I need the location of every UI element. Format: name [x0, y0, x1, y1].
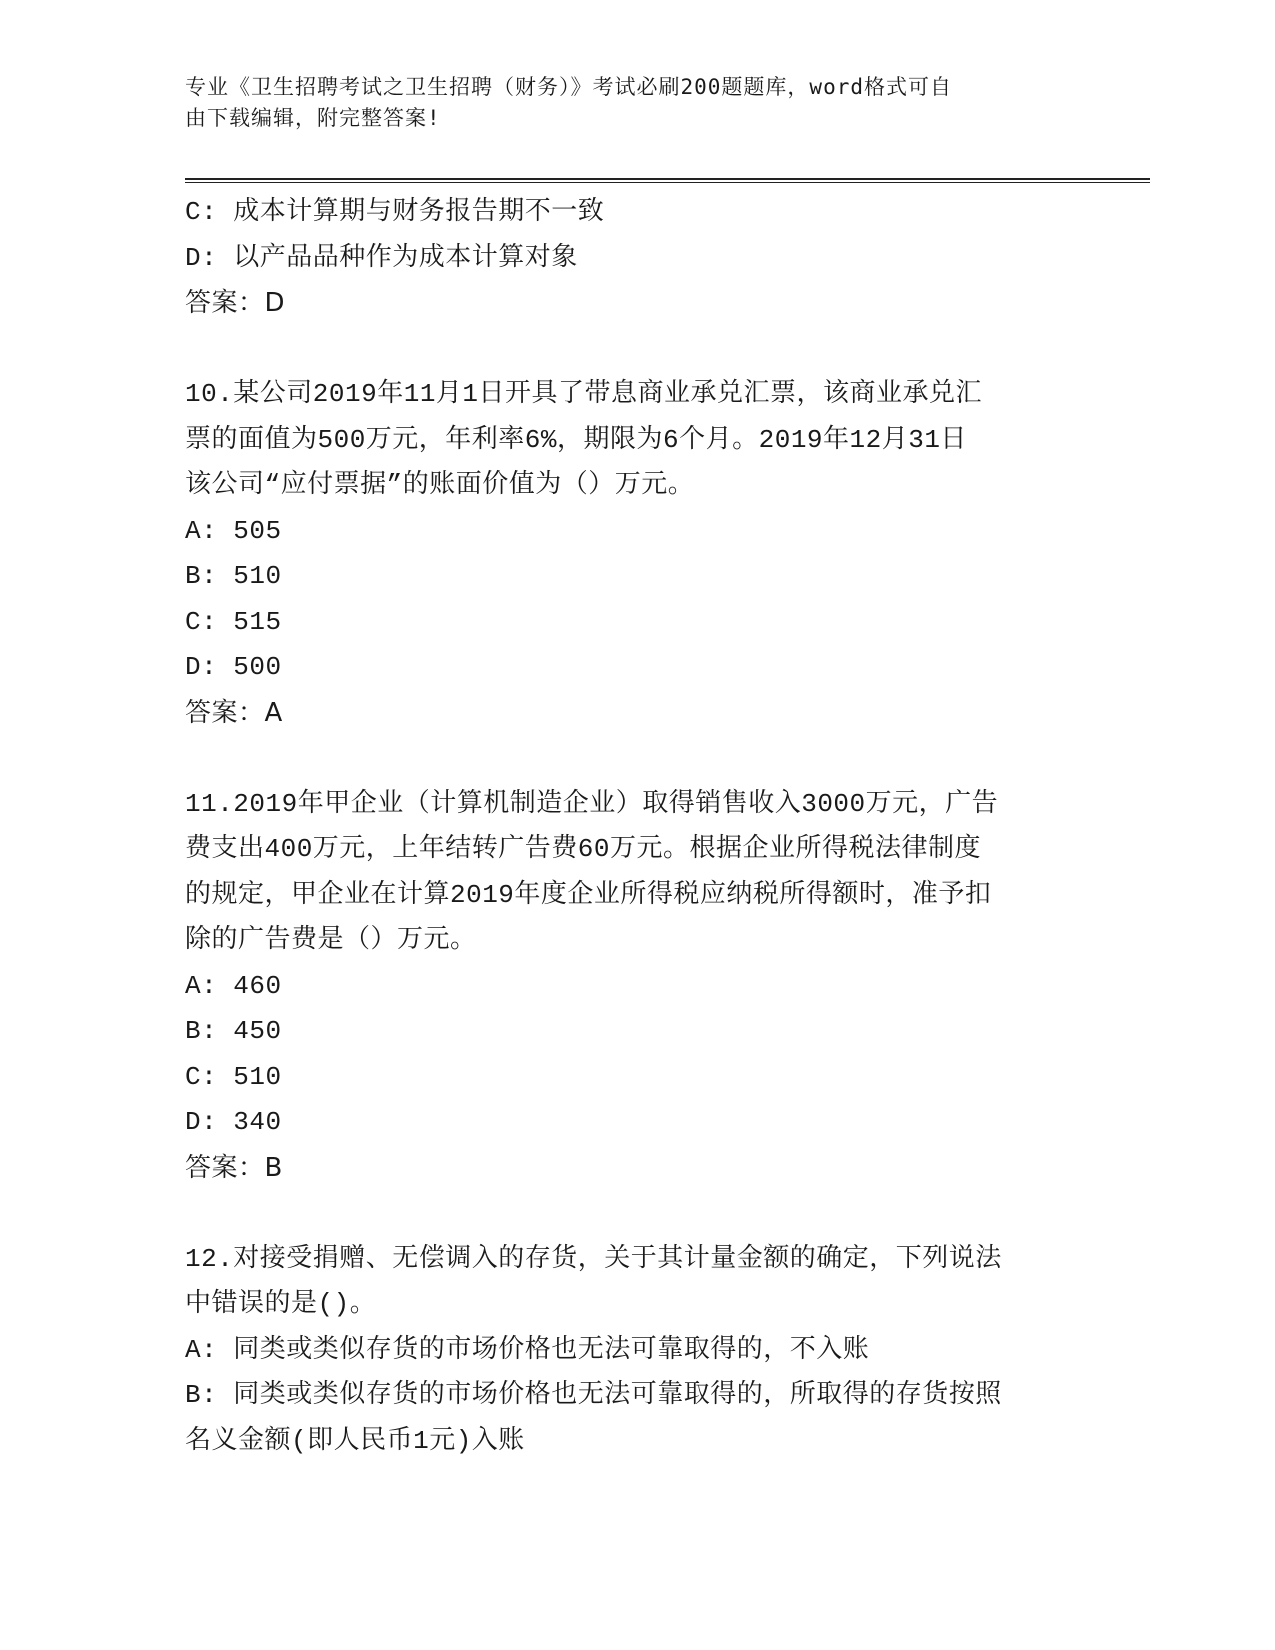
- q9-option-d: D: 以产品品种作为成本计算对象: [185, 242, 578, 273]
- header-divider-thin: [185, 182, 1150, 183]
- spacer: [185, 327, 1075, 373]
- header-line-2: 由下载编辑，附完整答案!: [185, 106, 441, 130]
- q11-stem-line-3: 的规定，甲企业在计算2019年度企业所得税应纳税所得额时，准予扣: [185, 879, 992, 910]
- spacer: [185, 736, 1075, 782]
- q10-stem-line-1: 10.某公司2019年11月1日开具了带息商业承兑汇票，该商业承兑汇: [185, 379, 983, 409]
- document-body: [185, 190, 1075, 1464]
- q11-option-b: B: 450: [185, 1016, 282, 1046]
- question-9-tail: [185, 190, 1075, 327]
- q9-option-c: C: 成本计算期与财务报告期不一致: [185, 197, 605, 227]
- q10-stem-line-3: 该公司“应付票据”的账面价值为（）万元。: [185, 470, 695, 500]
- header-line-1: 专业《卫生招聘考试之卫生招聘（财务）》考试必刷200题题库，word格式可自: [185, 75, 952, 99]
- q11-stem-line-2: 费支出400万元，上年结转广告费60万元。根据企业所得税法律制度: [185, 834, 982, 864]
- question-11: [185, 782, 1075, 1192]
- q10-option-b: B: 510: [185, 561, 282, 591]
- q12-stem-line-2: 中错误的是()。: [185, 1289, 377, 1319]
- q11-stem-line-4: 除的广告费是（）万元。: [185, 925, 477, 955]
- q11-option-a: A: 460: [185, 970, 282, 1001]
- question-10: [185, 372, 1075, 736]
- question-12: [185, 1237, 1075, 1465]
- q12-option-b-line-1: B: 同类或类似存货的市场价格也无法可靠取得的，所取得的存货按照: [185, 1380, 1002, 1410]
- q11-stem-line-1: 11.2019年甲企业（计算机制造企业）取得销售收入3000万元，广告: [185, 788, 999, 819]
- q12-stem-line-1: 12.对接受捐赠、无偿调入的存货，关于其计量金额的确定，下列说法: [185, 1243, 1002, 1274]
- q10-answer: 答案：A: [185, 697, 283, 728]
- spacer: [185, 1191, 1075, 1237]
- q10-stem-line-2: 票的面值为500万元，年利率6%，期限为6个月。2019年12月31日: [185, 424, 967, 455]
- q10-option-c: C: 515: [185, 606, 282, 637]
- q12-option-a: A: 同类或类似存货的市场价格也无法可靠取得的，不入账: [185, 1334, 870, 1365]
- q11-answer: 答案：B: [185, 1152, 283, 1183]
- header-divider-thick: [185, 178, 1150, 180]
- q11-option-c: C: 510: [185, 1061, 282, 1092]
- document-header: [185, 72, 1065, 134]
- q12-option-b-line-2: 名义金额(即人民币1元)入账: [185, 1425, 525, 1456]
- q10-option-a: A: 505: [185, 515, 282, 546]
- q9-answer: 答案：D: [185, 288, 286, 318]
- q11-option-d: D: 340: [185, 1107, 282, 1137]
- q10-option-d: D: 500: [185, 652, 282, 682]
